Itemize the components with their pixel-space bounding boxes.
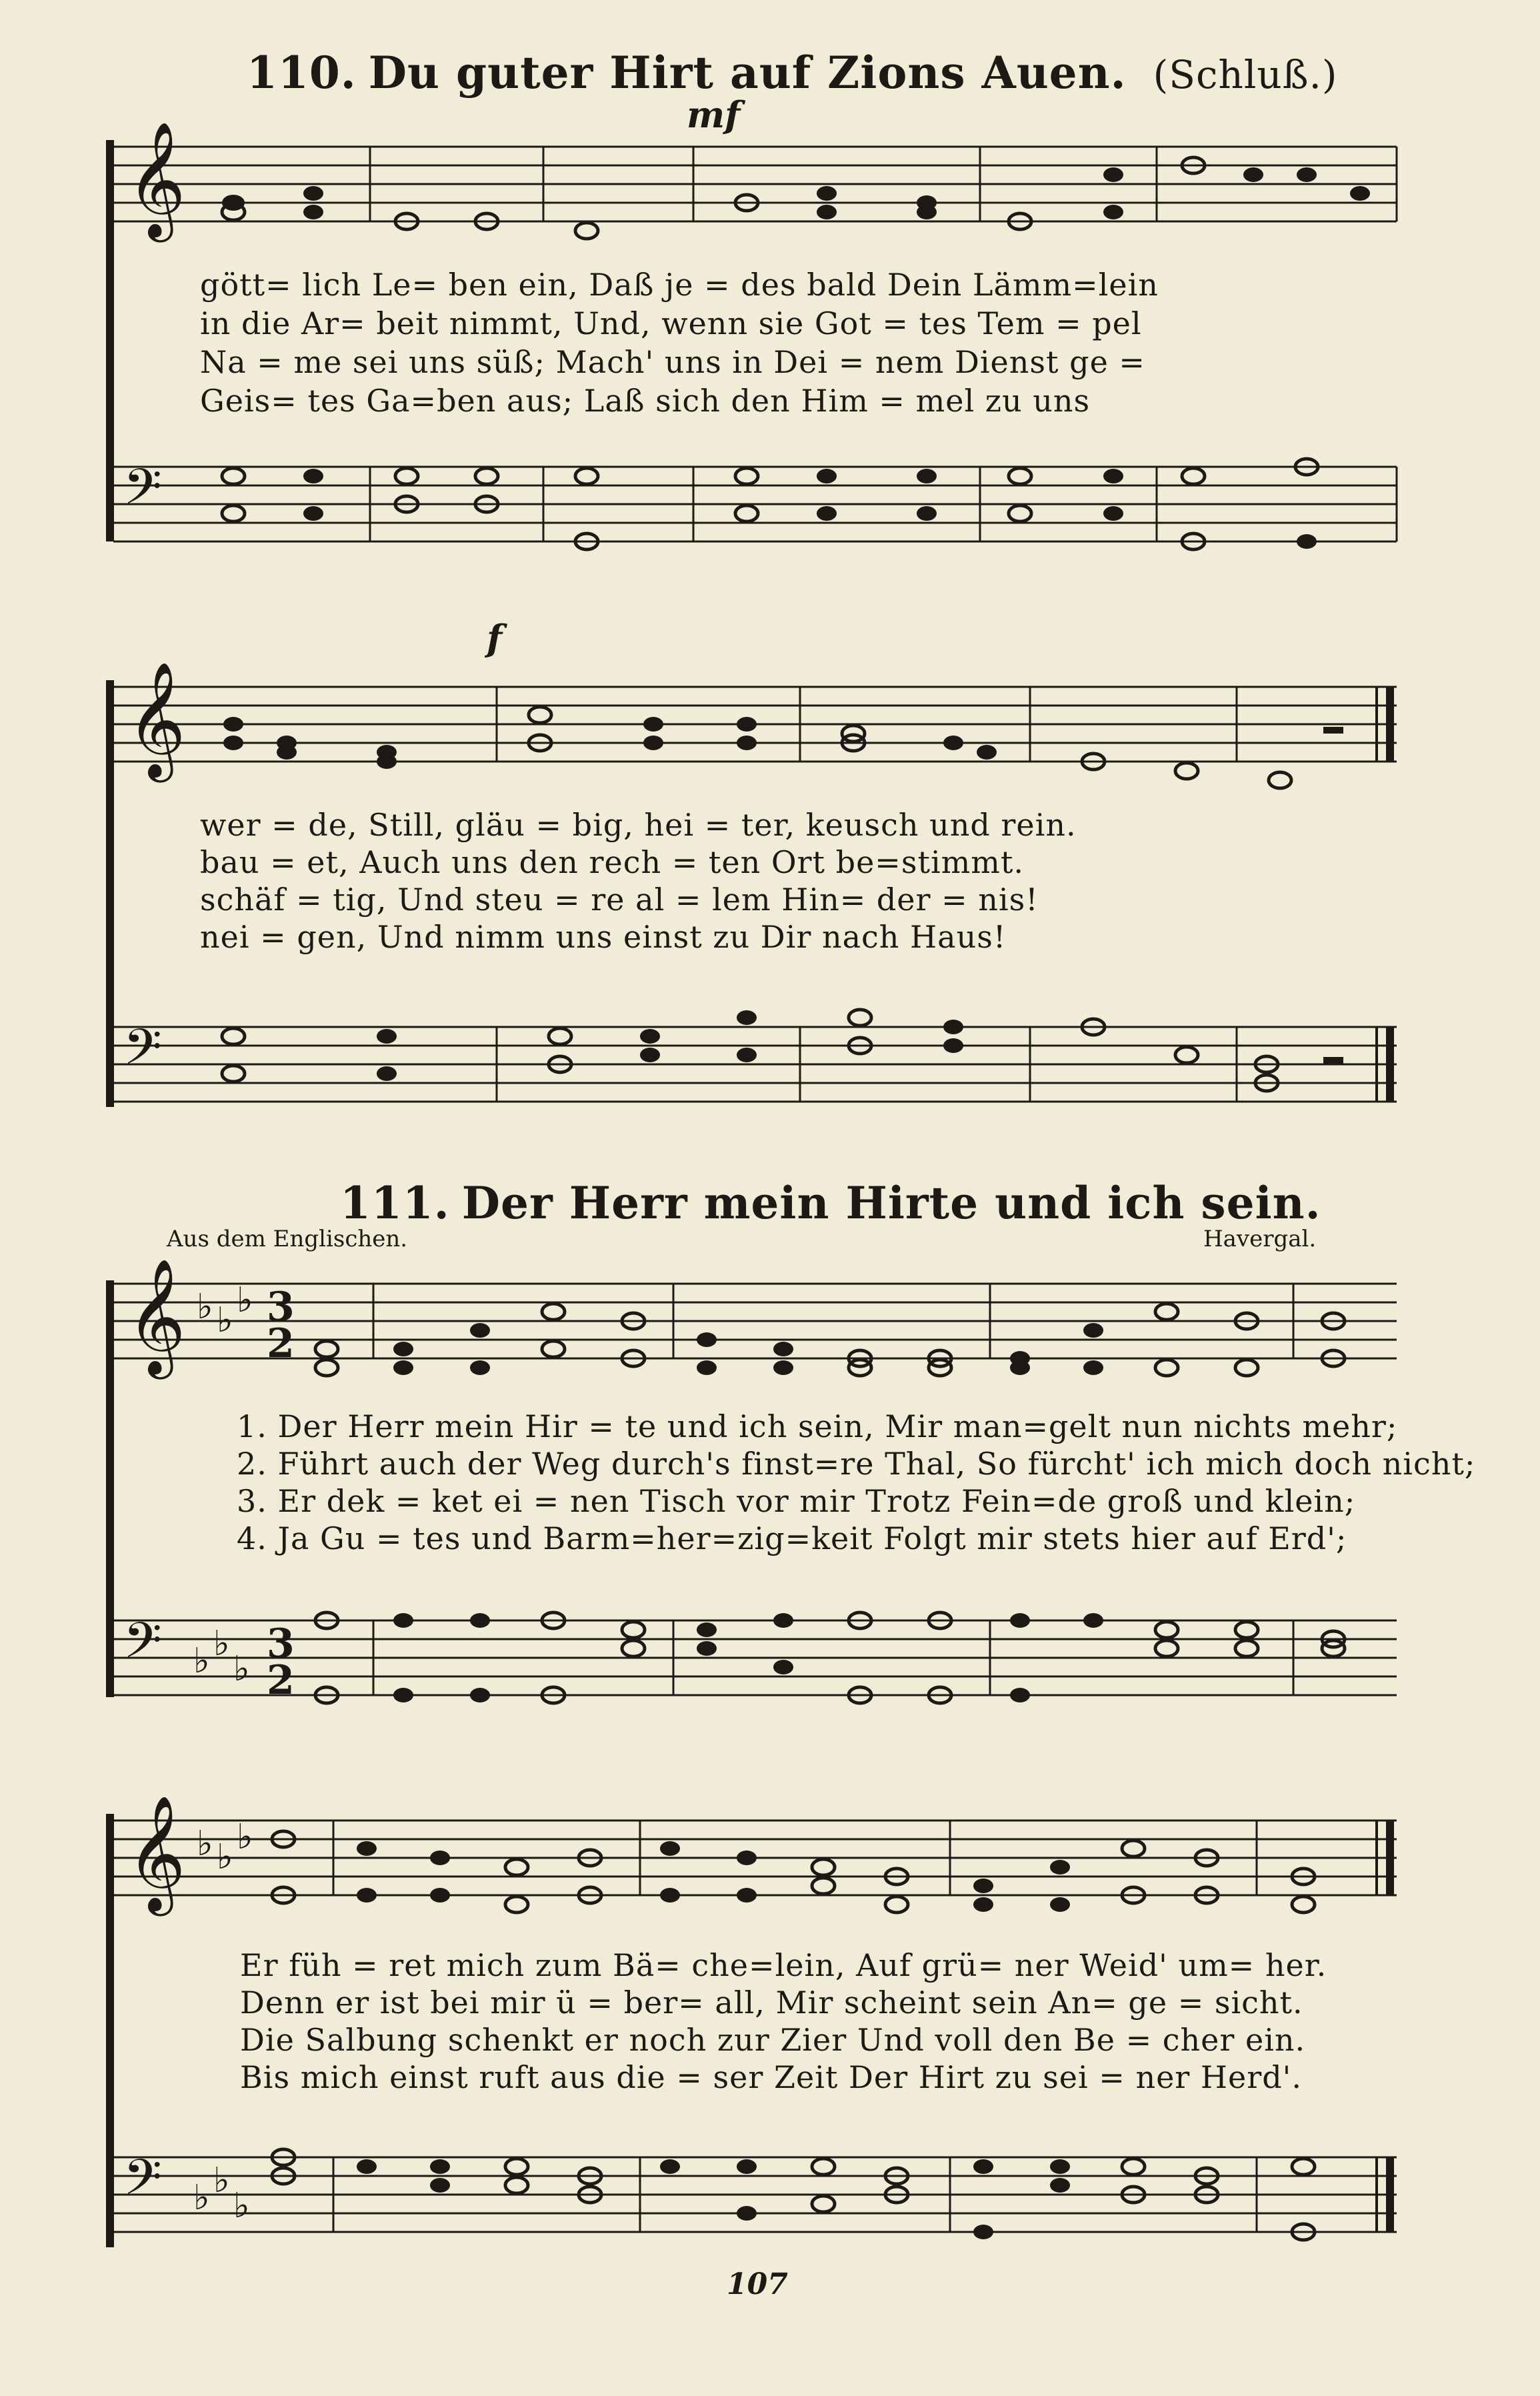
lyric-line: Na = me sei uns süß; Mach' uns in Dei = nem Dienst ge = xyxy=(200,344,1145,380)
page-number: 107 xyxy=(727,2267,788,2301)
lyric-line: Die Salbung schenkt er noch zur Zier Und voll den Be = cher ein. xyxy=(240,2022,1306,2058)
lyric-line: Geis= tes Ga=ben aus; Laß sich den Him = mel zu uns xyxy=(200,383,1091,419)
svg-text:♭: ♭ xyxy=(233,1649,250,1689)
time-signature-top: 3 xyxy=(267,1284,295,1330)
lyric-line: wer = de, Still, gläu = big, hei = ter, keusch und rein. xyxy=(200,807,1077,843)
svg-text:♭: ♭ xyxy=(233,2186,250,2226)
dynamic-mf: mf xyxy=(687,93,741,136)
svg-text:♭: ♭ xyxy=(237,1280,253,1320)
hymn-111-system-1-bass-staff xyxy=(0,1614,1540,1747)
hymn-110-number: 110. xyxy=(247,47,357,99)
svg-text:𝄞: 𝄞 xyxy=(127,121,186,237)
lyric-line: 3. Er dek = ket ei = nen Tisch vor mir Trotz Fein=de groß und klein; xyxy=(237,1483,1356,1519)
lyric-line: 2. Führt auch der Weg durch's finst=re Thal, So fürcht' ich mich doch nicht; xyxy=(237,1446,1476,1482)
lyric-line: bau = et, Auch uns den rech = ten Ort be=stimmt. xyxy=(200,844,1025,880)
time-signature-bottom: 2 xyxy=(267,1320,295,1367)
lyric-line: in die Ar= beit nimmt, Und, wenn sie Got = tes Tem = pel xyxy=(200,305,1142,341)
svg-text:♭: ♭ xyxy=(197,1824,213,1864)
svg-text:♭: ♭ xyxy=(217,1837,233,1877)
svg-text:♭: ♭ xyxy=(237,1817,253,1857)
hymn-111-composer: Havergal. xyxy=(1203,1226,1317,1252)
svg-text:𝄢: 𝄢 xyxy=(123,458,162,528)
hymn-110-subtitle: (Schluß.) xyxy=(1153,52,1338,97)
hymn-111-title xyxy=(340,1177,1321,1229)
hymn-110-system-1-treble-staff xyxy=(0,121,1540,273)
svg-text:𝄞: 𝄞 xyxy=(127,662,186,778)
hymn-110-system-2-bass-staff xyxy=(0,1020,1540,1154)
hymn-111-number: 111. xyxy=(340,1177,450,1229)
time-signature-top: 3 xyxy=(267,1620,295,1667)
hymn-111-title-text: Der Herr mein Hirte und ich sein. xyxy=(461,1177,1321,1229)
lyric-line: Bis mich einst ruft aus die = ser Zeit Der Hirt zu sei = ner Herd'. xyxy=(240,2059,1302,2095)
svg-text:♭: ♭ xyxy=(213,2161,230,2201)
hymn-111-source: Aus dem Englischen. xyxy=(167,1226,408,1252)
svg-text:𝄞: 𝄞 xyxy=(127,1795,186,1911)
hymn-110-system-1-bass-staff xyxy=(0,460,1540,593)
svg-text:♭: ♭ xyxy=(197,1287,213,1327)
hymn-110-title-text: Du guter Hirt auf Zions Auen. xyxy=(368,47,1127,99)
svg-text:♭: ♭ xyxy=(213,1624,230,1664)
lyric-line: 4. Ja Gu = tes und Barm=her=zig=keit Folgt mir stets hier auf Erd'; xyxy=(237,1520,1347,1556)
hymn-111-system-2-bass-staff xyxy=(0,2151,1540,2284)
lyric-line: 1. Der Herr mein Hir = te und ich sein, Mir man=gelt nun nichts mehr; xyxy=(237,1408,1398,1444)
svg-text:𝄢: 𝄢 xyxy=(123,1612,162,1682)
lyric-line: schäf = tig, Und steu = re al = lem Hin= der = nis! xyxy=(200,882,1039,918)
svg-text:𝄢: 𝄢 xyxy=(123,2149,162,2219)
svg-text:𝄢: 𝄢 xyxy=(123,1018,162,1088)
svg-text:♭: ♭ xyxy=(193,1641,210,1681)
svg-text:♭: ♭ xyxy=(217,1300,233,1340)
hymn-111-system-1-treble-staff xyxy=(0,1258,1540,1410)
lyric-line: Er füh = ret mich zum Bä= che=lein, Auf grü= ner Weid' um= her. xyxy=(240,1947,1327,1983)
hymn-111-system-2-treble-staff xyxy=(0,1795,1540,1947)
lyric-line: nei = gen, Und nimm uns einst zu Dir nach Haus! xyxy=(200,919,1007,955)
time-signature-bottom: 2 xyxy=(267,1657,295,1704)
hymn-110-title xyxy=(247,47,1338,99)
lyric-line: gött= lich Le= ben ein, Daß je = des bald Dein Lämm=lein xyxy=(200,267,1159,303)
svg-text:♭: ♭ xyxy=(193,2178,210,2218)
dynamic-f: f xyxy=(487,617,503,660)
svg-text:𝄞: 𝄞 xyxy=(127,1258,186,1374)
lyric-line: Denn er ist bei mir ü = ber= all, Mir scheint sein An= ge = sicht. xyxy=(240,1985,1303,2021)
hymn-110-system-2-treble-staff xyxy=(0,662,1540,814)
